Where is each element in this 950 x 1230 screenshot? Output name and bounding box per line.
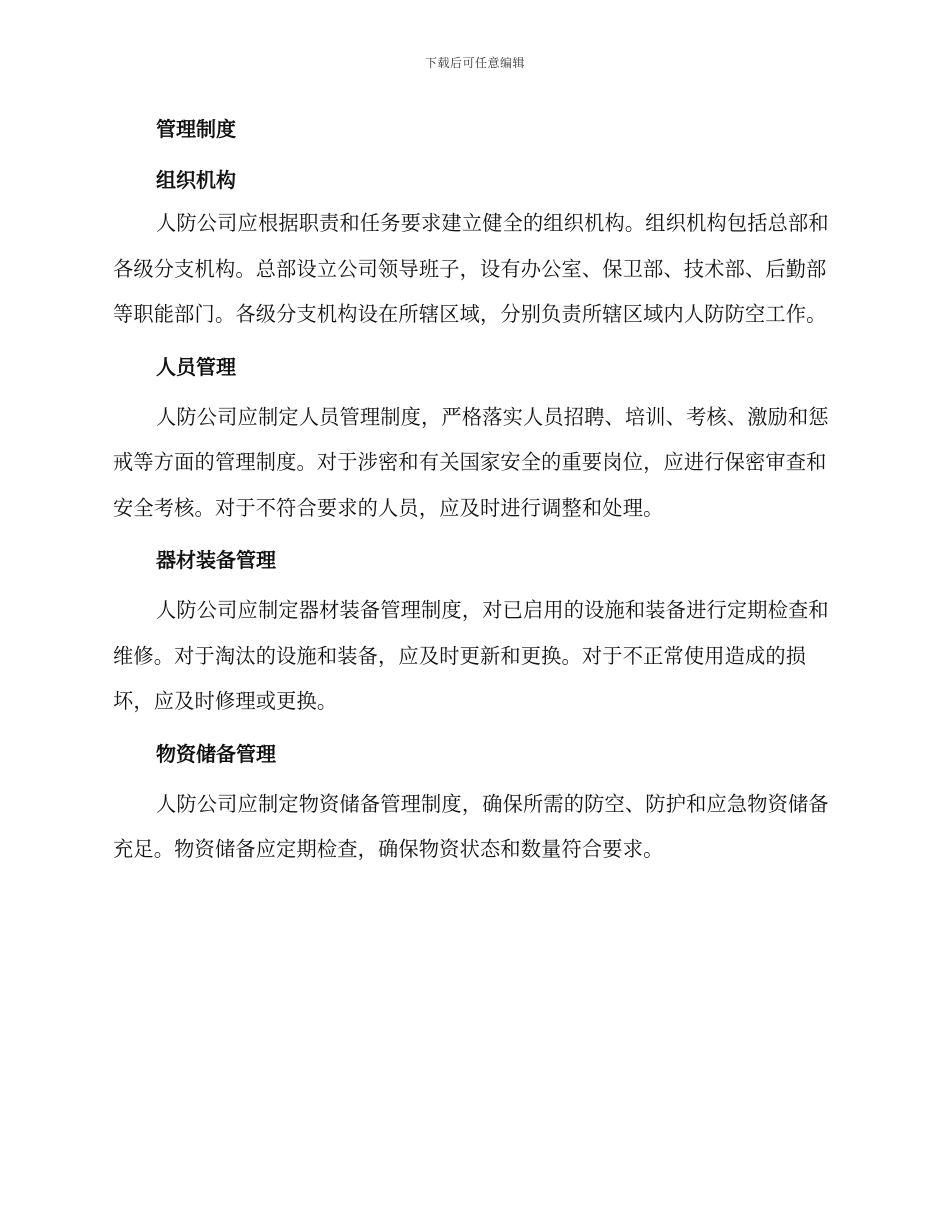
section-body-organization: 人防公司应根据职责和任务要求建立健全的组织机构。组织机构包括总部和各级分支机构。总部设立公司领导班子，设有办公室、保卫部、技术部、后勤部等职能部门。各级分支机构设在所辖区域，分别负责所辖区域内人防防空工作。 [113, 211, 829, 326]
section-body-equipment: 人防公司应制定器材装备管理制度，对已启用的设施和装备进行定期检查和维修。对于淘汰的设施和装备，应及时更新和更换。对于不正常使用造成的损坏，应及时修理或更换。 [113, 598, 829, 713]
header-note: 下载后可任意编辑 [424, 56, 525, 70]
section-body-personnel: 人防公司应制定人员管理制度，严格落实人员招聘、培训、考核、激励和惩戒等方面的管理制度。对于涉密和有关国家安全的重要岗位，应进行保密审查和安全考核。对于不符合要求的人员，应及时进行调整和处理。 [113, 404, 829, 520]
document-content [113, 108, 837, 873]
section-heading-organization: 组织机构 [156, 168, 236, 192]
section-body-reserves: 人防公司应制定物资储备管理制度，确保所需的防空、防护和应急物资储备充足。物资储备应定期检查，确保物资状态和数量符合要求。 [113, 791, 829, 861]
section-heading-reserves: 物资储备管理 [156, 741, 276, 766]
document-title: 管理制度 [156, 117, 236, 141]
section-heading-equipment: 器材装备管理 [156, 548, 276, 572]
section-heading-personnel: 人员管理 [156, 354, 236, 379]
